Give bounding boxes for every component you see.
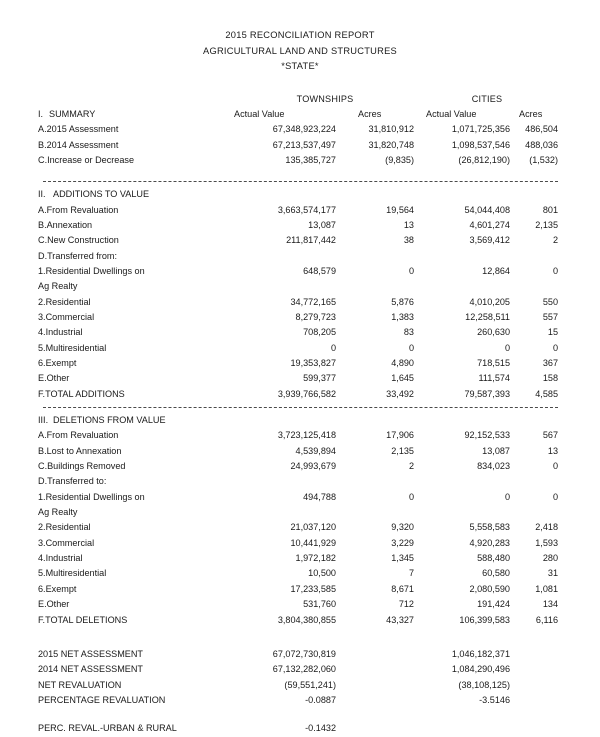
row-townships-value: 13,087: [308, 219, 336, 230]
row-townships-acres: 31,810,912: [368, 124, 414, 135]
row-cities-acres: 158: [542, 373, 559, 384]
row-townships-acres: 19,564: [386, 204, 414, 215]
totals-cities-value: -3.5146: [479, 694, 510, 705]
row-cities-acres: 567: [542, 430, 559, 441]
row-label: A.From Revaluation: [38, 430, 119, 441]
row-townships-value: 494,788: [303, 491, 336, 502]
footer-cities-acres: [512, 721, 558, 736]
row-townships-acres: 43,327: [386, 614, 414, 625]
column-group-header-row: [38, 92, 558, 107]
table-row: [38, 387, 558, 402]
row-cities-acres: 0: [552, 491, 559, 502]
table-row: [38, 122, 558, 137]
table-row: [38, 490, 558, 505]
row-townships-value: 10,441,929: [290, 537, 336, 548]
section-heading-row-deletions: [38, 413, 558, 428]
row-label: 1.Residential Dwellings on: [38, 491, 145, 502]
section-heading-text: SUMMARY: [49, 108, 96, 119]
report-title-line-1: 2015 RECONCILIATION REPORT: [225, 30, 375, 40]
row-townships-acres: 0: [408, 265, 414, 276]
row-townships-value: 1,972,182: [295, 553, 336, 564]
row-townships-acres: 0: [408, 342, 414, 353]
section-heading-blank-cities-value: [416, 187, 512, 202]
totals-townships-acres: [338, 678, 416, 693]
row-cities-value: 834,023: [477, 461, 510, 472]
totals-cities-acres: [512, 662, 558, 677]
row-cities-value: 111,574: [478, 373, 510, 384]
reconciliation-table: [38, 92, 558, 737]
group-header-spacer: [38, 92, 234, 107]
row-townships-value: 8,279,723: [295, 311, 336, 322]
row-cities-acres: [512, 279, 558, 294]
row-townships-acres: [338, 474, 416, 489]
dashed-line: [38, 402, 558, 413]
row-townships-value: [234, 279, 338, 294]
row-townships-value: 3,939,766,582: [277, 388, 336, 399]
row-cities-acres: (1,532): [529, 154, 559, 165]
report-sheet: [0, 92, 600, 737]
row-townships-value: 24,993,679: [290, 461, 336, 472]
row-cities-value: 588,480: [477, 553, 510, 564]
section-numeral: II.: [38, 189, 46, 200]
dashed-divider: [38, 402, 558, 413]
row-townships-value: 211,817,442: [286, 235, 336, 246]
row-label: C.New Construction: [38, 235, 119, 246]
spacer-cell: [38, 708, 558, 721]
row-label: Ag Realty: [38, 281, 78, 292]
section-heading-text: ADDITIONS TO VALUE: [53, 189, 150, 200]
row-label: 2.Residential: [38, 522, 91, 533]
row-townships-value: 531,760: [303, 599, 336, 610]
row-cities-value: 4,920,283: [469, 537, 510, 548]
row-townships-acres: 3,229: [391, 537, 414, 548]
section-divider-row: [38, 402, 558, 413]
table-row: [38, 566, 558, 581]
footer-townships-acres: [338, 721, 416, 736]
section-heading-blank-townships-acres: [338, 187, 416, 202]
row-cities-acres: 13: [547, 445, 559, 456]
totals-row-label: 2015 NET ASSESSMENT: [38, 648, 143, 659]
table-row: [38, 371, 558, 386]
row-townships-value: 3,723,125,418: [277, 430, 336, 441]
row-cities-acres: 2: [552, 235, 559, 246]
row-label: B.Lost to Annexation: [38, 445, 122, 456]
totals-row-label: 2014 NET ASSESSMENT: [38, 664, 143, 675]
row-cities-acres: 1,593: [535, 537, 559, 548]
table-row: [38, 295, 558, 310]
row-townships-value: 17,233,585: [290, 583, 336, 594]
totals-townships-value: -0.0887: [305, 694, 336, 705]
section-heading-blank-cities-acres: [512, 187, 558, 202]
row-cities-value: 1,098,537,546: [451, 139, 510, 150]
row-townships-value: 19,353,827: [290, 358, 336, 368]
table-row: [38, 505, 558, 520]
row-townships-value: [234, 474, 338, 489]
row-cities-acres: 367: [542, 358, 559, 368]
row-cities-value: 12,258,511: [465, 311, 510, 322]
row-cities-acres: 486,504: [525, 124, 559, 135]
totals-cities-acres: [512, 693, 558, 708]
row-cities-acres: 31: [547, 568, 559, 579]
spacer-row: [38, 628, 558, 647]
row-townships-acres: 712: [398, 599, 414, 610]
row-label: F.TOTAL DELETIONS: [38, 614, 128, 625]
row-label: 1.Residential Dwellings on: [38, 265, 145, 276]
row-label: D.Transferred from:: [38, 250, 117, 261]
row-townships-acres: 38: [403, 235, 414, 246]
totals-cities-acres: [512, 647, 558, 662]
section-heading-blank-cities-acres: [512, 413, 558, 428]
section-heading-text: DELETIONS FROM VALUE: [53, 415, 166, 426]
row-label: C.Buildings Removed: [38, 461, 126, 472]
table-row: [38, 153, 558, 168]
footer-townships-value: -0.1432: [305, 723, 336, 734]
row-label: 4.Industrial: [38, 327, 83, 338]
row-townships-acres: 33,492: [386, 388, 414, 399]
row-cities-value: 718,515: [477, 358, 510, 368]
row-townships-acres: (9,835): [385, 154, 414, 165]
column-group-cities: CITIES: [471, 93, 503, 104]
row-cities-value: 1,071,725,356: [451, 124, 510, 135]
row-townships-acres: [338, 279, 416, 294]
row-townships-acres: 1,345: [391, 553, 414, 564]
spacer-cell: [38, 168, 558, 176]
row-townships-acres: 2,135: [391, 445, 414, 456]
section-heading-blank-townships-value: [234, 413, 338, 428]
footer-cities-value: [416, 721, 512, 736]
row-townships-value: 67,348,923,224: [272, 124, 336, 135]
totals-townships-value: 67,132,282,060: [272, 664, 336, 675]
row-townships-value: 648,579: [303, 265, 336, 276]
row-townships-acres: 4,890: [391, 358, 414, 368]
column-header-row: [38, 107, 558, 122]
section-heading-summary: [38, 107, 234, 122]
row-cities-value: 54,044,408: [464, 204, 510, 215]
row-cities-value: 0: [504, 491, 510, 502]
row-cities-value: [416, 249, 512, 264]
row-townships-value: 67,213,537,497: [272, 139, 336, 150]
row-townships-value: [234, 249, 338, 264]
row-cities-acres: [512, 505, 558, 520]
row-cities-acres: 280: [542, 553, 559, 564]
row-townships-acres: 5,876: [391, 296, 414, 307]
row-cities-value: 60,580: [482, 568, 510, 579]
row-cities-value: 260,630: [477, 327, 510, 338]
column-group-townships: TOWNSHIPS: [296, 93, 354, 104]
row-cities-value: 79,587,393: [464, 388, 510, 399]
row-townships-acres: 9,320: [391, 522, 414, 533]
row-cities-value: 92,152,533: [464, 430, 510, 441]
row-label: E.Other: [38, 599, 70, 610]
row-cities-value: 191,424: [477, 599, 510, 610]
table-row: [38, 597, 558, 612]
row-cities-acres: 6,116: [535, 614, 559, 625]
row-townships-acres: 31,820,748: [368, 139, 414, 150]
row-townships-acres: 2: [408, 461, 414, 472]
table-row: [38, 218, 558, 233]
row-cities-acres: [512, 474, 558, 489]
totals-row: [38, 647, 558, 662]
row-cities-value: 0: [504, 342, 510, 353]
row-label: 6.Exempt: [38, 583, 77, 594]
table-row: [38, 459, 558, 474]
footer-row-label: PERC. REVAL.-URBAN & RURAL: [38, 723, 177, 734]
table-row: [38, 613, 558, 628]
row-townships-acres: 17,906: [386, 430, 414, 441]
footer-row: [38, 721, 558, 736]
dashed-divider: [38, 176, 558, 187]
row-label: 4.Industrial: [38, 553, 83, 564]
row-cities-value: [416, 279, 512, 294]
row-label: 5.Multiresidential: [38, 568, 107, 579]
row-cities-value: 106,399,583: [459, 614, 510, 625]
table-row: [38, 356, 558, 371]
table-row: [38, 474, 558, 489]
totals-townships-value: 67,072,730,819: [272, 648, 336, 659]
table-row: [38, 444, 558, 459]
row-label: 2.Residential: [38, 296, 91, 307]
row-cities-acres: 2,135: [535, 219, 559, 230]
row-label: F.TOTAL ADDITIONS: [38, 388, 125, 399]
row-label: E.Other: [38, 373, 70, 384]
row-cities-acres: 0: [552, 461, 559, 472]
table-row: [38, 536, 558, 551]
row-townships-value: 599,377: [303, 373, 336, 384]
row-cities-value: 2,080,590: [469, 583, 510, 594]
report-title-block: [0, 0, 600, 75]
row-cities-value: 4,601,274: [469, 219, 510, 230]
table-row: [38, 249, 558, 264]
table-row: [38, 520, 558, 535]
row-townships-value: 4,539,894: [295, 445, 336, 456]
section-numeral: I.: [38, 108, 44, 119]
totals-cities-value: 1,046,182,371: [451, 648, 510, 659]
row-townships-value: [234, 505, 338, 520]
row-label: 6.Exempt: [38, 358, 77, 368]
row-cities-acres: 134: [542, 599, 559, 610]
row-cities-acres: 2,418: [535, 522, 559, 533]
table-row: [38, 279, 558, 294]
row-cities-value: 4,010,205: [469, 296, 510, 307]
table-row: [38, 325, 558, 340]
row-cities-value: 5,558,583: [469, 522, 510, 533]
column-header-townships-acres: Acres: [358, 108, 382, 119]
row-label: A.From Revaluation: [38, 204, 119, 215]
row-label: 3.Commercial: [38, 311, 95, 322]
row-cities-value: 12,864: [482, 265, 510, 276]
totals-row: [38, 693, 558, 708]
totals-townships-acres: [338, 693, 416, 708]
row-townships-acres: [338, 505, 416, 520]
totals-townships-acres: [338, 647, 416, 662]
row-townships-acres: 7: [408, 568, 414, 579]
table-row: [38, 233, 558, 248]
row-cities-value: 3,569,412: [469, 235, 510, 246]
row-townships-value: 3,804,380,855: [277, 614, 336, 625]
totals-cities-value: 1,084,290,496: [451, 664, 510, 675]
row-label: C.Increase or Decrease: [38, 154, 135, 165]
row-label: D.Transferred to:: [38, 476, 107, 487]
totals-cities-acres: [512, 678, 558, 693]
report-title-line-2: AGRICULTURAL LAND AND STRUCTURES: [203, 45, 397, 56]
section-divider-row: [38, 176, 558, 187]
row-cities-value: [416, 474, 512, 489]
section-heading-blank-townships-value: [234, 187, 338, 202]
row-cities-value: 13,087: [482, 445, 510, 456]
row-cities-acres: 1,081: [535, 583, 559, 594]
row-cities-acres: 488,036: [525, 139, 559, 150]
row-label: B.2014 Assessment: [38, 139, 119, 150]
spacer-row: [38, 708, 558, 721]
section-numeral: III.: [38, 415, 49, 426]
row-townships-acres: 1,645: [391, 373, 414, 384]
row-label: Ag Realty: [38, 507, 78, 518]
table-row: [38, 551, 558, 566]
row-townships-value: 0: [330, 342, 336, 353]
row-townships-acres: 0: [408, 491, 414, 502]
row-townships-acres: 1,383: [391, 311, 414, 322]
report-title-line-3: *STATE*: [281, 61, 319, 71]
totals-cities-value: (38,108,125): [458, 679, 510, 690]
totals-row: [38, 678, 558, 693]
row-townships-acres: [338, 249, 416, 264]
column-header-cities-value: Actual Value: [426, 108, 477, 119]
table-row: [38, 582, 558, 597]
row-label: 5.Multiresidential: [38, 342, 107, 353]
row-cities-acres: 15: [547, 327, 559, 338]
row-cities-acres: 4,585: [535, 388, 559, 399]
column-header-cities-acres: Acres: [519, 108, 543, 119]
row-label: A.2015 Assessment: [38, 124, 119, 135]
totals-townships-acres: [338, 662, 416, 677]
totals-townships-value: (59,551,241): [284, 679, 336, 690]
row-townships-value: 708,205: [303, 327, 336, 338]
totals-row-label: PERCENTAGE REVALUATION: [38, 694, 166, 705]
section-heading-blank-townships-acres: [338, 413, 416, 428]
dashed-line: [38, 176, 558, 187]
reconciliation-table-body: [38, 92, 558, 737]
row-cities-acres: 557: [542, 311, 559, 322]
row-cities-value: [416, 505, 512, 520]
spacer-row: [38, 168, 558, 176]
table-row: [38, 341, 558, 356]
table-row: [38, 310, 558, 325]
totals-row: [38, 662, 558, 677]
row-townships-value: 34,772,165: [290, 296, 336, 307]
table-row: [38, 138, 558, 153]
row-cities-acres: 0: [552, 342, 559, 353]
table-row: [38, 264, 558, 279]
row-townships-acres: 8,671: [391, 583, 414, 594]
spacer-cell: [38, 628, 558, 647]
row-label: 3.Commercial: [38, 537, 95, 548]
row-cities-value: (26,812,190): [458, 154, 510, 165]
row-townships-acres: 13: [403, 219, 414, 230]
column-header-townships-value: Actual Value: [234, 108, 285, 119]
row-label: B.Annexation: [38, 219, 93, 230]
section-heading-blank-cities-value: [416, 413, 512, 428]
table-row: [38, 428, 558, 443]
row-cities-acres: 0: [552, 265, 559, 276]
section-heading-additions: [38, 187, 234, 202]
row-townships-value: 135,385,727: [285, 154, 336, 165]
row-townships-value: 10,500: [308, 568, 336, 579]
row-townships-value: 21,037,120: [290, 522, 336, 533]
section-heading-deletions: [38, 413, 234, 428]
section-heading-row-additions: [38, 187, 558, 202]
row-cities-acres: 801: [542, 204, 559, 215]
row-cities-acres: 550: [542, 296, 559, 307]
row-cities-acres: [512, 249, 558, 264]
totals-row-label: NET REVALUATION: [38, 679, 122, 690]
row-townships-acres: 83: [403, 327, 414, 338]
row-townships-value: 3,663,574,177: [277, 204, 336, 215]
table-row: [38, 203, 558, 218]
